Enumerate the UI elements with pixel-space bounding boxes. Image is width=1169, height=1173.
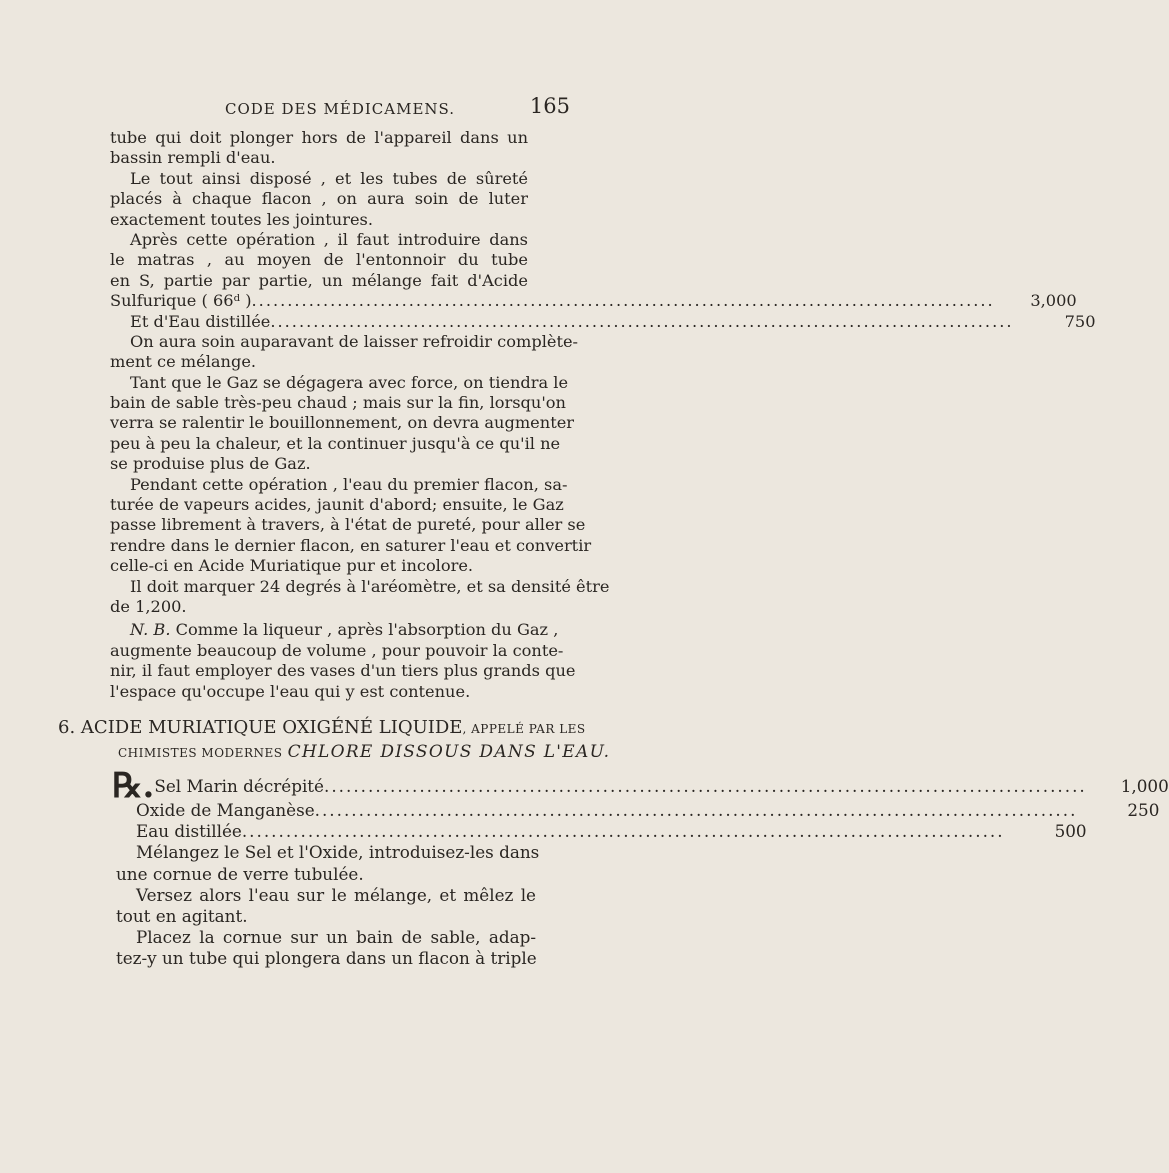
text-line: On aura soin auparavant de laisser refroidir complète- <box>130 331 579 351</box>
ingredient-row <box>112 766 1169 806</box>
text-line: de 1,200. <box>110 596 187 616</box>
page-header <box>110 94 570 126</box>
ingredient-row <box>110 291 1077 311</box>
text-line: augmente beaucoup de volume , pour pouvoir la conte- <box>110 640 564 660</box>
text-line: Mélangez le Sel et l'Oxide, introduisez-les dans <box>136 842 540 863</box>
text-line: Pendant cette opération , l'eau du premier flacon, sa- <box>130 474 568 494</box>
ingredient-quantity: 250 <box>1127 800 1160 820</box>
text-line: Le tout ainsi disposé , et les tubes de sûreté <box>130 168 528 188</box>
nota-bene: N. B. <box>130 620 171 640</box>
leader-dots <box>270 312 1013 332</box>
text-fragment: Comme la liqueur , après l'absorption du Gaz , <box>170 620 559 640</box>
ingredient-name: Sel Marin décrépité <box>154 776 324 796</box>
text-line: Tant que le Gaz se dégagera avec force, on tiendra le <box>130 372 569 392</box>
ingredient-name: Eau distillée <box>136 821 242 842</box>
text-line: en S, partie par partie, un mélange fait d'Acide <box>110 270 528 290</box>
leader-dots <box>324 768 1087 800</box>
section-subtitle: CHIMISTES MODERNES <box>118 746 283 760</box>
section-number: 6. <box>58 717 76 738</box>
text-line: turée de vapeurs acides, jaunit d'abord; ensuite, le Gaz <box>110 495 564 515</box>
section-subtitle-italic: CHLORE DISSOUS DANS L'EAU. <box>287 742 611 762</box>
section-title: ACIDE MURIATIQUE OXIGÉNÉ LIQUIDE <box>80 717 463 738</box>
leader-dots <box>242 821 1005 842</box>
ingredient-quantity: 1,000 <box>1120 776 1169 796</box>
recipe-text <box>112 766 1169 970</box>
text-line: passe librement à travers, à l'état de pureté, pour aller se <box>110 515 586 535</box>
text-line: celle-ci en Acide Muriatique pur et incolore. <box>110 556 474 576</box>
ingredient-name: Et d'Eau distillée <box>130 311 271 331</box>
section-subtitle: , APPELÉ PAR LES <box>462 722 586 736</box>
text-line: Après cette opération , il faut introduire dans <box>130 229 528 249</box>
text-line: tube qui doit plonger hors de l'appareil dans un <box>110 128 528 147</box>
text-line: Il doit marquer 24 degrés à l'aréomètre, et sa densité être <box>130 576 610 596</box>
text-line: se produise plus de Gaz. <box>110 454 311 474</box>
page-number: 165 <box>529 94 570 118</box>
text-line: exactement toutes les jointures. <box>110 209 374 229</box>
recipe-symbol: ℞. <box>112 766 155 806</box>
ingredient-row <box>116 800 1160 821</box>
ingredient-row <box>116 821 1087 842</box>
text-line: Placez la cornue sur un bain de sable, adap- <box>136 927 536 948</box>
text-line: bassin rempli d'eau. <box>110 148 276 168</box>
text-line: bain de sable très-peu chaud ; mais sur la fin, lorsqu'on <box>110 393 566 413</box>
section-heading <box>58 716 618 764</box>
text-line: l'espace qu'occupe l'eau qui y est contenue. <box>110 681 471 701</box>
ingredient-quantity: 3,000 <box>1030 291 1077 311</box>
text-line: ment ce mélange. <box>110 352 257 372</box>
text-line: Versez alors l'eau sur le mélange, et mêlez le <box>136 884 536 905</box>
text-line: nir, il faut employer des vases d'un tiers plus grands que <box>110 661 576 681</box>
text-line: placés à chaque flacon , on aura soin de luter <box>110 189 528 209</box>
body-text <box>110 128 1096 702</box>
text-line: rendre dans le dernier flacon, en saturer l'eau et convertir <box>110 535 592 555</box>
ingredient-row <box>110 311 1096 332</box>
text-line: le matras , au moyen de l'entonnoir du tube <box>110 250 528 270</box>
ingredient-quantity: 750 <box>1064 311 1096 331</box>
section-heading-line <box>58 716 618 740</box>
text-line: peu à peu la chaleur, et la continuer jusqu'à ce qu'il ne <box>110 433 561 453</box>
section-heading-line <box>58 740 618 764</box>
running-head: CODE DES MÉDICAMENS. <box>225 100 456 118</box>
ingredient-name: Oxide de Manganèse <box>136 800 315 820</box>
text-line: verra se ralentir le bouillonnement, on devra augmenter <box>110 413 575 433</box>
leader-dots <box>315 800 1078 821</box>
text-line: tout en agitant. <box>116 905 248 926</box>
leader-dots <box>252 291 995 311</box>
text-line <box>110 620 559 640</box>
ingredient-quantity: 500 <box>1054 821 1087 842</box>
text-line: tez-y un tube qui plongera dans un flacon à triple <box>116 948 537 969</box>
ingredient-name: Sulfurique ( 66ᵈ ) <box>110 291 252 311</box>
text-line: une cornue de verre tubulée. <box>116 863 364 884</box>
